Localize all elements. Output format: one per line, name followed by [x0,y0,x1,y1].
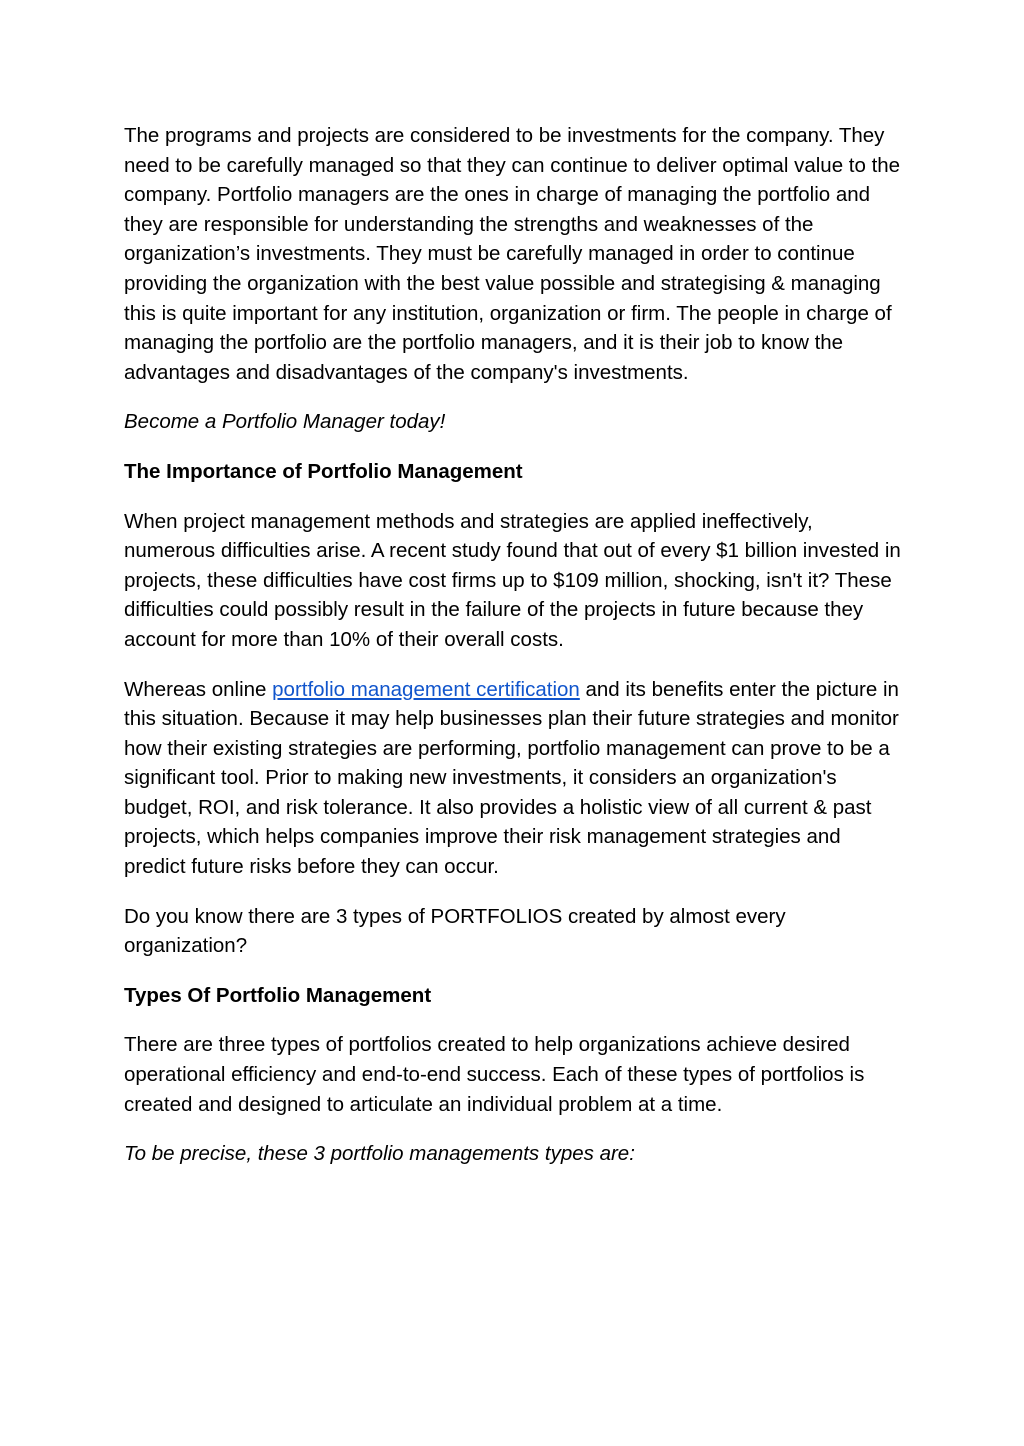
certification-text-before-link: Whereas online [124,677,273,701]
importance-paragraph: When project management methods and strategies are applied ineffectively, numerous difficulties arise. A recent study found that out of every $1 billion invested in projects, these difficulties have cost firms up to $109 million, shocking, isn't it? These difficulties could possibly result in the failure of the projects in future because they account for more than 10% of their overall costs. [124,509,901,651]
intro-paragraph: The programs and projects are considered to be investments for the company. They need to be carefully managed so that they can continue to deliver optimal value to the company. Portfolio managers are the ones in charge of managing the portfolio and they are responsible for understanding the strengths and weaknesses of the organization’s investments. They must be carefully managed in order to continue providing the organization with the best value possible and strategising & managing this is quite important for any institution, organization or firm. The people in charge of managing the portfolio are the portfolio managers, and it is their job to know the advantages and disadvantages of the company's investments. [124,124,901,384]
call-to-action-text: Become a Portfolio Manager today! [124,410,446,434]
section-heading-types: Types Of Portfolio Management [124,983,432,1007]
types-paragraph: There are three types of portfolios created to help organizations achieve desired operational efficiency and end-to-end success. Each of these types of portfolios is created and designed to articulate an individual problem at a time. [124,1033,865,1116]
certification-text-after-link: and its benefits enter the picture in this situation. Because it may help businesses plan their future strategies and monitor how their existing strategies are performing, portfolio management can prove to be a significant tool. Prior to making new investments, it considers an organization's budget, ROI, and risk tolerance. It also provides a holistic view of all current & past projects, which helps companies improve their risk management strategies and predict future risks before they can occur. [124,677,899,879]
portfolio-types-question: Do you know there are 3 types of PORTFOLIOS created by almost every organization? [124,904,786,958]
section-heading-importance: The Importance of Portfolio Management [124,459,523,483]
certification-paragraph [124,675,904,882]
certification-link[interactable]: portfolio management certification [272,677,580,701]
closing-text: To be precise, these 3 portfolio managements types are: [124,1142,635,1166]
document-page [124,121,904,1189]
